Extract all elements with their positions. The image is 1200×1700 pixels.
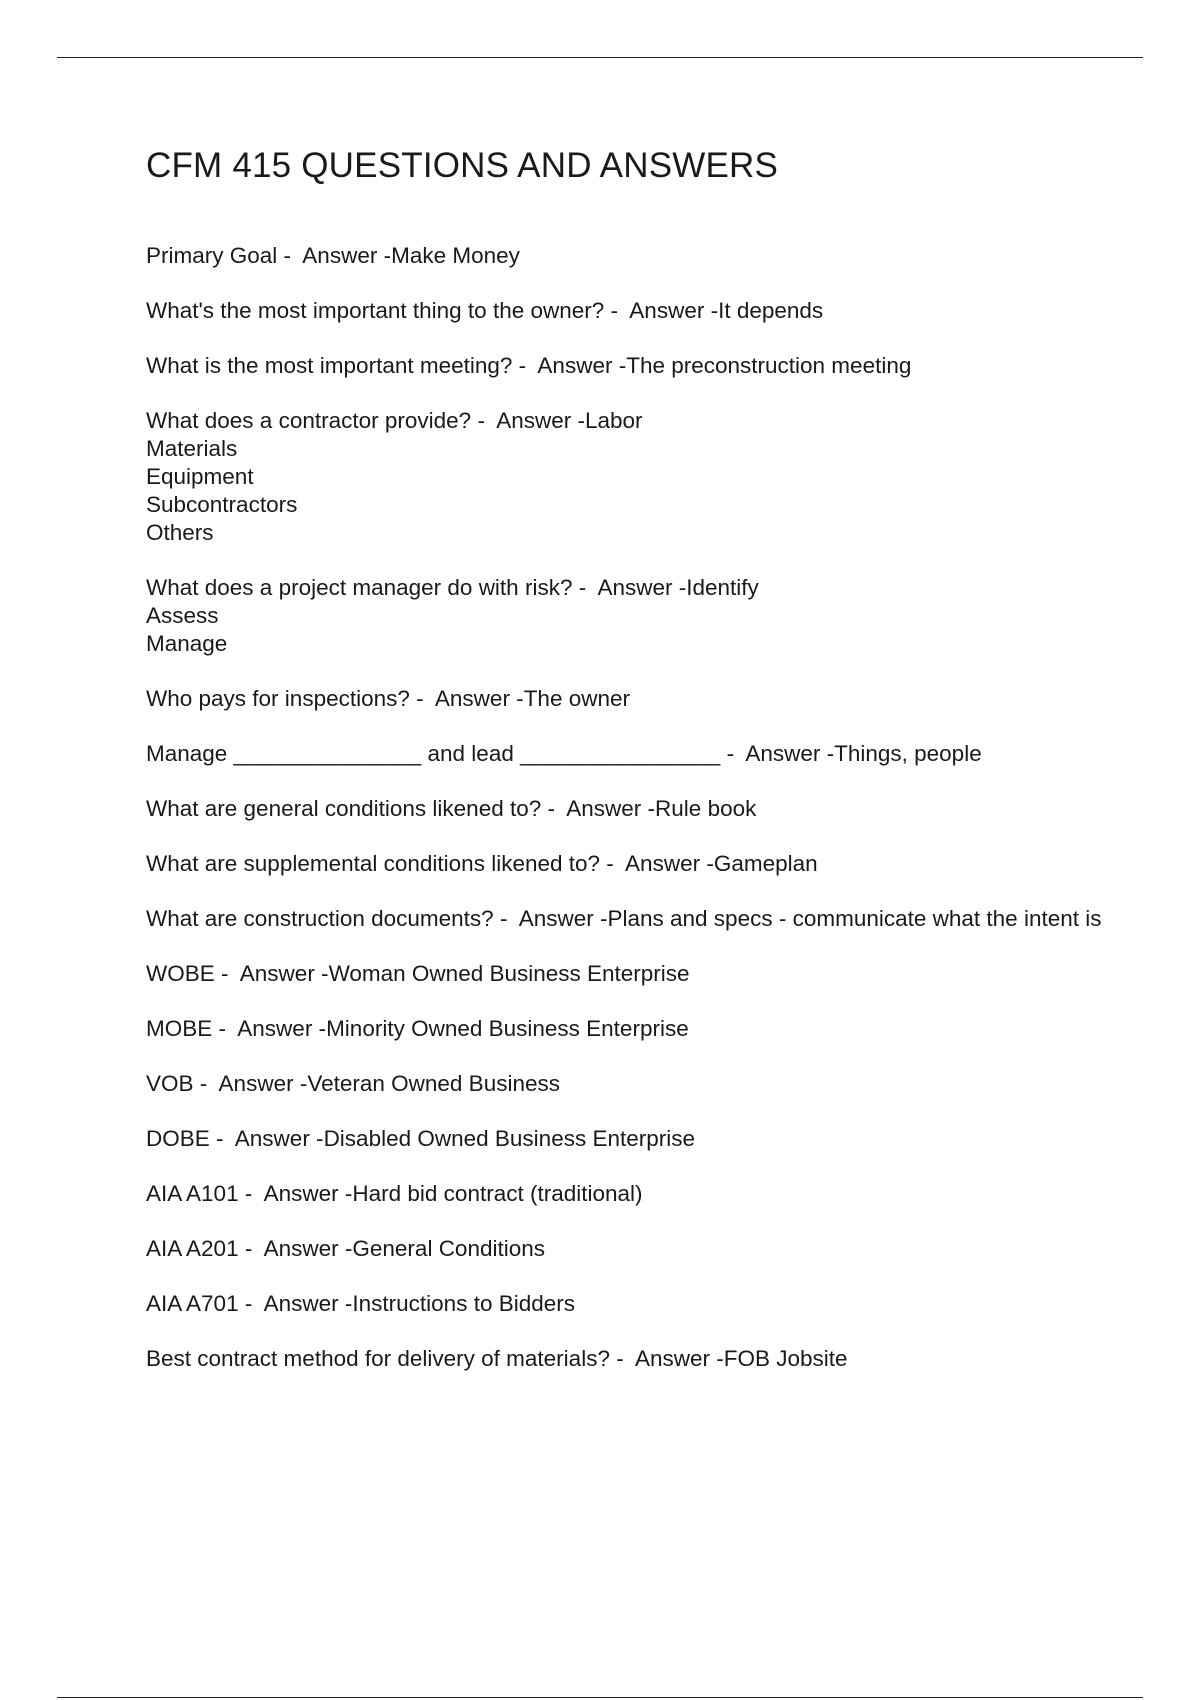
qa-item — [146, 1015, 1106, 1043]
answer-text: Identify Assess Manage — [146, 575, 759, 656]
answer-text: Labor Materials Equipment Subcontractors Others — [146, 408, 643, 545]
qa-separator: - — [493, 906, 519, 931]
qa-item — [146, 685, 1106, 713]
qa-separator: - — [541, 796, 567, 821]
qa-separator: - — [471, 408, 497, 433]
question-text: What's the most important thing to the owner? — [146, 298, 605, 323]
answer-prefix: Answer - — [263, 1181, 353, 1206]
qa-separator: - — [572, 575, 598, 600]
qa-item — [146, 574, 1106, 658]
answer-text: Veteran Owned Business — [307, 1071, 560, 1096]
qa-separator: - — [238, 1291, 264, 1316]
document-body — [146, 142, 1106, 1400]
answer-prefix: Answer - — [537, 353, 627, 378]
qa-separator: - — [609, 1346, 635, 1371]
answer-text: General Conditions — [352, 1236, 546, 1261]
question-text: AIA A201 — [146, 1236, 239, 1261]
question-text: Who pays for inspections? — [146, 686, 410, 711]
answer-prefix: Answer - — [634, 1346, 724, 1371]
answer-text: Gameplan — [713, 851, 818, 876]
answer-text: The preconstruction meeting — [626, 353, 912, 378]
answer-prefix: Answer - — [496, 408, 585, 433]
answer-text: Hard bid contract (traditional) — [352, 1181, 643, 1206]
answer-prefix: Answer - — [745, 741, 835, 766]
answer-text: Plans and specs - communicate what the intent is — [607, 906, 1102, 931]
qa-item — [146, 1125, 1106, 1153]
question-text: Primary Goal — [146, 243, 278, 268]
answer-prefix: Answer - — [625, 851, 714, 876]
answer-prefix: Answer - — [597, 575, 687, 600]
question-text: DOBE — [146, 1126, 210, 1151]
question-text: VOB — [146, 1071, 194, 1096]
question-text: AIA A701 — [146, 1291, 239, 1316]
qa-item — [146, 1290, 1106, 1318]
question-text: What are supplemental conditions likened to? — [146, 851, 601, 876]
answer-prefix: Answer - — [302, 243, 392, 268]
answer-prefix: Answer - — [218, 1071, 308, 1096]
qa-item — [146, 297, 1106, 325]
qa-item — [146, 1180, 1106, 1208]
qa-item — [146, 407, 1106, 547]
qa-separator: - — [209, 1126, 235, 1151]
question-text: Manage _______________ and lead ________________ — [146, 741, 721, 766]
answer-text: The owner — [523, 686, 630, 711]
top-rule — [57, 57, 1143, 58]
qa-separator: - — [214, 961, 240, 986]
answer-prefix: Answer - — [263, 1291, 353, 1316]
answer-prefix: Answer - — [629, 298, 719, 323]
qa-item — [146, 1070, 1106, 1098]
qa-separator: - — [512, 353, 538, 378]
qa-separator: - — [604, 298, 630, 323]
qa-list — [146, 242, 1106, 1373]
question-text: What are construction documents? — [146, 906, 494, 931]
question-text: Best contract method for delivery of materials? — [146, 1346, 610, 1371]
answer-prefix: Answer - — [434, 686, 524, 711]
qa-item — [146, 795, 1106, 823]
answer-text: Things, people — [834, 741, 982, 766]
qa-item — [146, 905, 1106, 933]
answer-text: Woman Owned Business Enterprise — [328, 961, 690, 986]
answer-prefix: Answer - — [263, 1236, 353, 1261]
question-text: What is the most important meeting? — [146, 353, 513, 378]
answer-text: Disabled Owned Business Enterprise — [323, 1126, 695, 1151]
qa-separator: - — [600, 851, 626, 876]
answer-text: FOB Jobsite — [723, 1346, 848, 1371]
question-text: What does a contractor provide? — [146, 408, 472, 433]
answer-prefix: Answer - — [239, 961, 329, 986]
page-title: CFM 415 QUESTIONS AND ANSWERS — [146, 146, 779, 185]
question-text: AIA A101 — [146, 1181, 239, 1206]
qa-item — [146, 242, 1106, 270]
qa-separator: - — [409, 686, 435, 711]
bottom-rule — [57, 1697, 1143, 1698]
answer-prefix: Answer - — [237, 1016, 327, 1041]
answer-prefix: Answer - — [234, 1126, 324, 1151]
answer-text: Make Money — [391, 243, 520, 268]
answer-text: Minority Owned Business Enterprise — [326, 1016, 689, 1041]
question-text: What does a project manager do with risk? — [146, 575, 573, 600]
qa-item — [146, 960, 1106, 988]
qa-item — [146, 850, 1106, 878]
qa-item — [146, 352, 1106, 380]
qa-separator: - — [720, 741, 746, 766]
question-text: WOBE — [146, 961, 215, 986]
qa-separator: - — [277, 243, 303, 268]
qa-separator: - — [193, 1071, 219, 1096]
qa-item — [146, 1345, 1106, 1373]
qa-item — [146, 740, 1106, 768]
qa-item — [146, 1235, 1106, 1263]
answer-prefix: Answer - — [518, 906, 608, 931]
qa-separator: - — [238, 1236, 264, 1261]
qa-separator: - — [238, 1181, 264, 1206]
answer-prefix: Answer - — [566, 796, 656, 821]
question-text: MOBE — [146, 1016, 213, 1041]
qa-separator: - — [212, 1016, 238, 1041]
answer-text: It depends — [718, 298, 824, 323]
answer-text: Instructions to Bidders — [352, 1291, 575, 1316]
question-text: What are general conditions likened to? — [146, 796, 542, 821]
answer-text: Rule book — [655, 796, 757, 821]
